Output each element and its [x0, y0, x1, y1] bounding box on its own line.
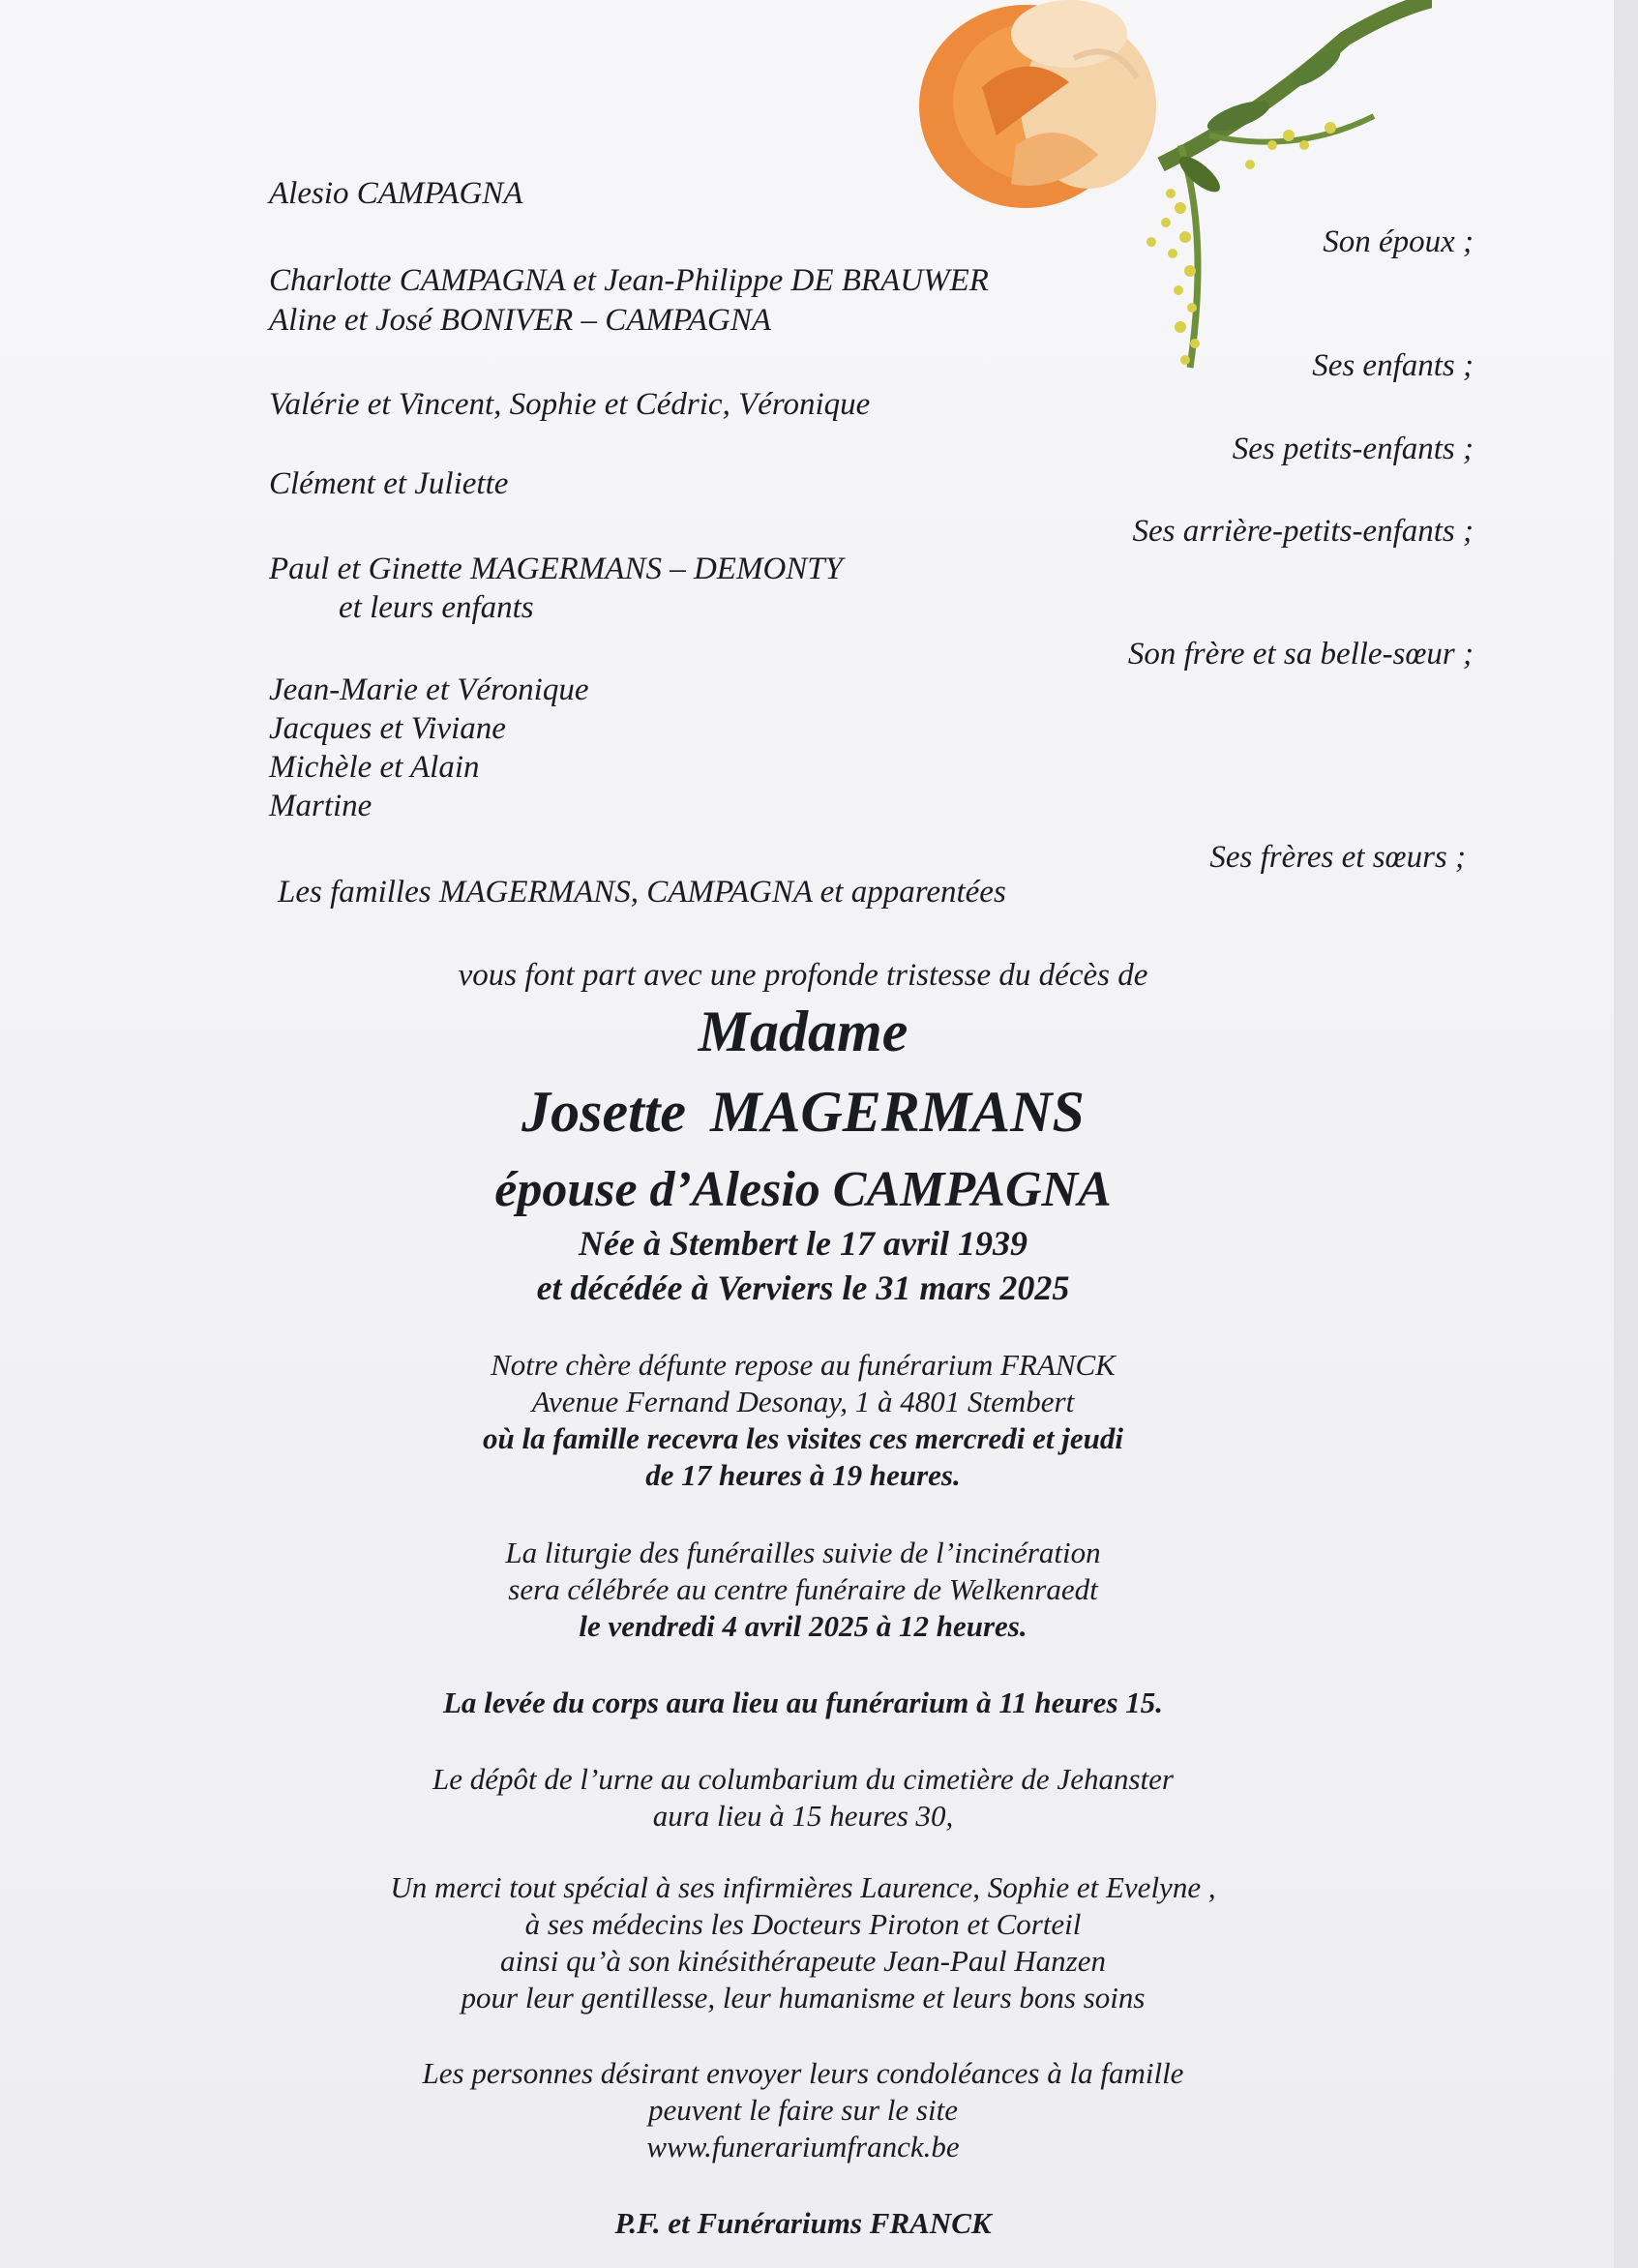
families-line: Les familles MAGERMANS, CAMPAGNA et apparentées	[278, 875, 1006, 910]
urn-line-1: Le dépôt de l’urne au columbarium du cimetière de Jehanster	[432, 1762, 1174, 1796]
urn-paragraph	[290, 1761, 1316, 1835]
condolences-paragraph	[290, 2055, 1316, 2165]
rest-line-3: où la famille recevra les visites ces mercredi et jeudi	[482, 1421, 1124, 1455]
grandchildren-names: Valérie et Vincent, Sophie et Cédric, Véronique	[269, 387, 871, 422]
husband-role: Son époux ;	[1323, 224, 1474, 259]
sibling-line-4: Martine	[269, 789, 372, 823]
death-line: et décédée à Verviers le 31 mars 2025	[536, 1268, 1070, 1307]
liturgy-paragraph	[290, 1535, 1316, 1645]
children-role: Ses enfants ;	[1312, 348, 1474, 383]
sibling-line-2: Jacques et Viviane	[269, 711, 506, 746]
levee-line: La levée du corps aura lieu au funérarium à 11 heures 15.	[442, 1686, 1164, 1719]
sibling-line-1: Jean-Marie et Véronique	[269, 672, 589, 707]
grandchildren-role: Ses petits-enfants ;	[1232, 432, 1474, 466]
sibling-line-3: Michèle et Alain	[269, 750, 480, 785]
husband-name: Alesio CAMPAGNA	[269, 176, 523, 211]
rest-line-4: de 17 heures à 19 heures.	[645, 1458, 961, 1492]
birth-line: Née à Stembert le 17 avril 1939	[579, 1224, 1027, 1263]
condolences-line-1: Les personnes désirant envoyer leurs condoléances à la famille	[422, 2056, 1184, 2090]
liturgy-line-2: sera célébrée au centre funéraire de Welkenraedt	[508, 1572, 1098, 1606]
rest-paragraph	[290, 1347, 1316, 1494]
thanks-line-3: ainsi qu’à son kinésithérapeute Jean-Paul Hanzen	[500, 1944, 1106, 1978]
child-line-2: Aline et José BONIVER – CAMPAGNA	[269, 303, 772, 338]
thanks-paragraph	[290, 1869, 1316, 2016]
liturgy-line-1: La liturgie des funérailles suivie de l’incinération	[505, 1536, 1101, 1569]
website-link[interactable]: www.funerariumfranck.be	[646, 2130, 960, 2164]
announcement-title: Madame	[698, 1000, 908, 1063]
brother-sub: et leurs enfants	[339, 590, 534, 625]
brother-names: Paul et Ginette MAGERMANS – DEMONTY	[269, 552, 844, 586]
thanks-line-1: Un merci tout spécial à ses infirmières Laurence, Sophie et Evelyne ,	[390, 1870, 1216, 1904]
brother-role: Son frère et sa belle-sœur ;	[1127, 637, 1474, 671]
urn-line-2: aura lieu à 15 heures 30,	[652, 1799, 954, 1833]
announcement-intro: vous font part avec une profonde tristesse du décès de	[458, 958, 1148, 993]
great-grandchildren-names: Clément et Juliette	[269, 466, 509, 501]
signature: P.F. et Funérariums FRANCK	[614, 2206, 992, 2240]
rest-line-1: Notre chère défunte repose au funérarium FRANCK	[491, 1348, 1116, 1382]
paper-edge	[1614, 0, 1638, 2268]
siblings-role: Ses frères et sœurs ;	[1209, 840, 1466, 875]
rest-line-2: Avenue Fernand Desonay, 1 à 4801 Stembert	[531, 1385, 1075, 1418]
condolences-line-2: peuvent le faire sur le site	[648, 2093, 958, 2127]
rose-flower-icon	[890, 0, 1432, 397]
thanks-line-2: à ses médecins les Docteurs Piroton et Corteil	[524, 1907, 1082, 1941]
liturgy-line-3: le vendredi 4 avril 2025 à 12 heures.	[579, 1609, 1027, 1643]
thanks-line-4: pour leur gentillesse, leur humanisme et leurs bons soins	[461, 1981, 1146, 2014]
child-line-1: Charlotte CAMPAGNA et Jean-Philippe DE BRAUWER	[269, 263, 989, 298]
deceased-name: Josette MAGERMANS	[521, 1080, 1085, 1144]
great-grandchildren-role: Ses arrière-petits-enfants ;	[1132, 514, 1474, 549]
spouse-line: épouse d’Alesio CAMPAGNA	[494, 1162, 1112, 1217]
